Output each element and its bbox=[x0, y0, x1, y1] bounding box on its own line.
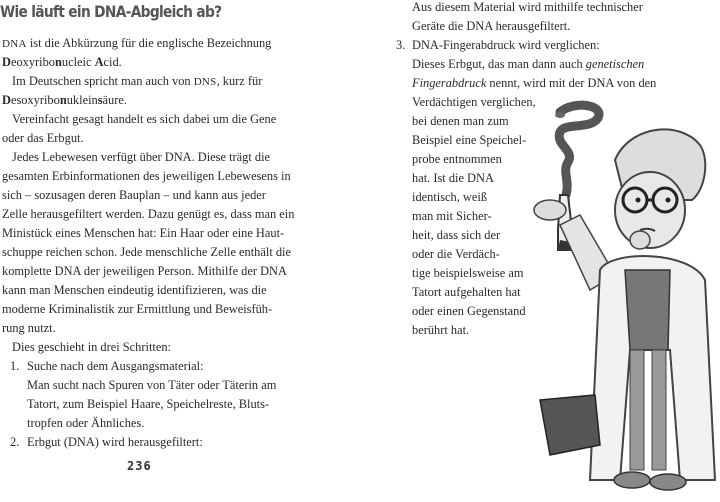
text-line: hat. Ist die DNA bbox=[412, 171, 494, 185]
step-text: tropfen oder Ähnliches. bbox=[27, 416, 145, 430]
text-line: Dies geschieht in drei Schritten: bbox=[12, 340, 171, 354]
step-heading: Erbgut (DNA) wird herausgefiltert: bbox=[27, 435, 203, 449]
text-line: identisch, weiß bbox=[412, 190, 488, 204]
step-heading: DNA-Fingerabdruck wird verglichen: bbox=[412, 38, 600, 52]
text-line: Im Deutschen spricht man auch von DNS, kurz für bbox=[12, 74, 263, 88]
text-line: schuppe reichen schon. Jede menschliche Zelle enthält die bbox=[2, 245, 292, 259]
text-line: oder die Verdäch- bbox=[412, 247, 500, 261]
text-line: Desoxyribonukleinsäure. bbox=[2, 93, 127, 107]
page-number: 236 bbox=[127, 459, 152, 473]
text-line: kann man Menschen eindeutig identifizieren, was die bbox=[2, 283, 267, 297]
text-line: Jedes Lebewesen verfügt über DNA. Diese trägt die bbox=[12, 150, 271, 164]
text-line: moderne Kriminalistik zur Ermittlung und Beweisfüh- bbox=[2, 302, 273, 316]
text-line: Tatort aufgehalten hat bbox=[412, 285, 521, 299]
step-number: 1. bbox=[10, 359, 20, 373]
text-line: berührt hat. bbox=[412, 323, 470, 337]
text-line: oder das Erbgut. bbox=[2, 131, 84, 145]
scientist-illustration bbox=[520, 100, 720, 502]
text-line: gesamten Erbinformationen des jeweiligen Lebewesens in bbox=[2, 169, 291, 183]
text-line: man mit Sicher- bbox=[412, 209, 492, 223]
text-line: probe entnommen bbox=[412, 152, 502, 166]
text-line: bei denen man zum bbox=[412, 114, 509, 128]
text-line: Aus diesem Material wird mithilfe technischer bbox=[412, 0, 643, 14]
step-number: 3. bbox=[396, 38, 406, 52]
text-line: Zelle herausgefiltert werden. Dazu genügt es, dass man ein bbox=[2, 207, 295, 221]
text-line: DNA ist die Abkürzung für die englische Bezeichnung bbox=[2, 36, 272, 50]
text-line: Geräte die DNA herausgefiltert. bbox=[412, 19, 571, 33]
text-line: Dieses Erbgut, das man dann auch genetischen bbox=[412, 57, 645, 71]
text-line: komplette DNA der jeweiligen Person. Mithilfe der DNA bbox=[2, 264, 287, 278]
text-line: Verdächtigen verglichen, bbox=[412, 95, 536, 109]
text-line: rung nutzt. bbox=[2, 321, 56, 335]
text-line: Beispiel eine Speichel- bbox=[412, 133, 527, 147]
step-text: Tatort, zum Beispiel Haare, Speichelreste, Bluts- bbox=[27, 397, 270, 411]
text-line: Vereinfacht gesagt handelt es sich dabei um die Gene bbox=[12, 112, 277, 126]
page-title: Wie läuft ein DNA-Abgleich ab? bbox=[0, 2, 222, 21]
text-line: sich – sozusagen deren Bauplan – und kann aus jeder bbox=[2, 188, 266, 202]
step-text: Man sucht nach Spuren von Täter oder Täterin am bbox=[27, 378, 277, 392]
text-line: Fingerabdruck nennt, wird mit der DNA von den bbox=[412, 76, 657, 90]
text-line: Deoxyribonucleic Acid. bbox=[2, 55, 122, 69]
text-line: heit, dass sich der bbox=[412, 228, 501, 242]
text-line: oder einen Gegenstand bbox=[412, 304, 526, 318]
text-line: tige beispielsweise am bbox=[412, 266, 524, 280]
step-heading: Suche nach dem Ausgangsmaterial: bbox=[27, 359, 204, 373]
step-number: 2. bbox=[10, 435, 20, 449]
text-line: Ministück eines Menschen hat: Ein Haar oder eine Haut- bbox=[2, 226, 285, 240]
